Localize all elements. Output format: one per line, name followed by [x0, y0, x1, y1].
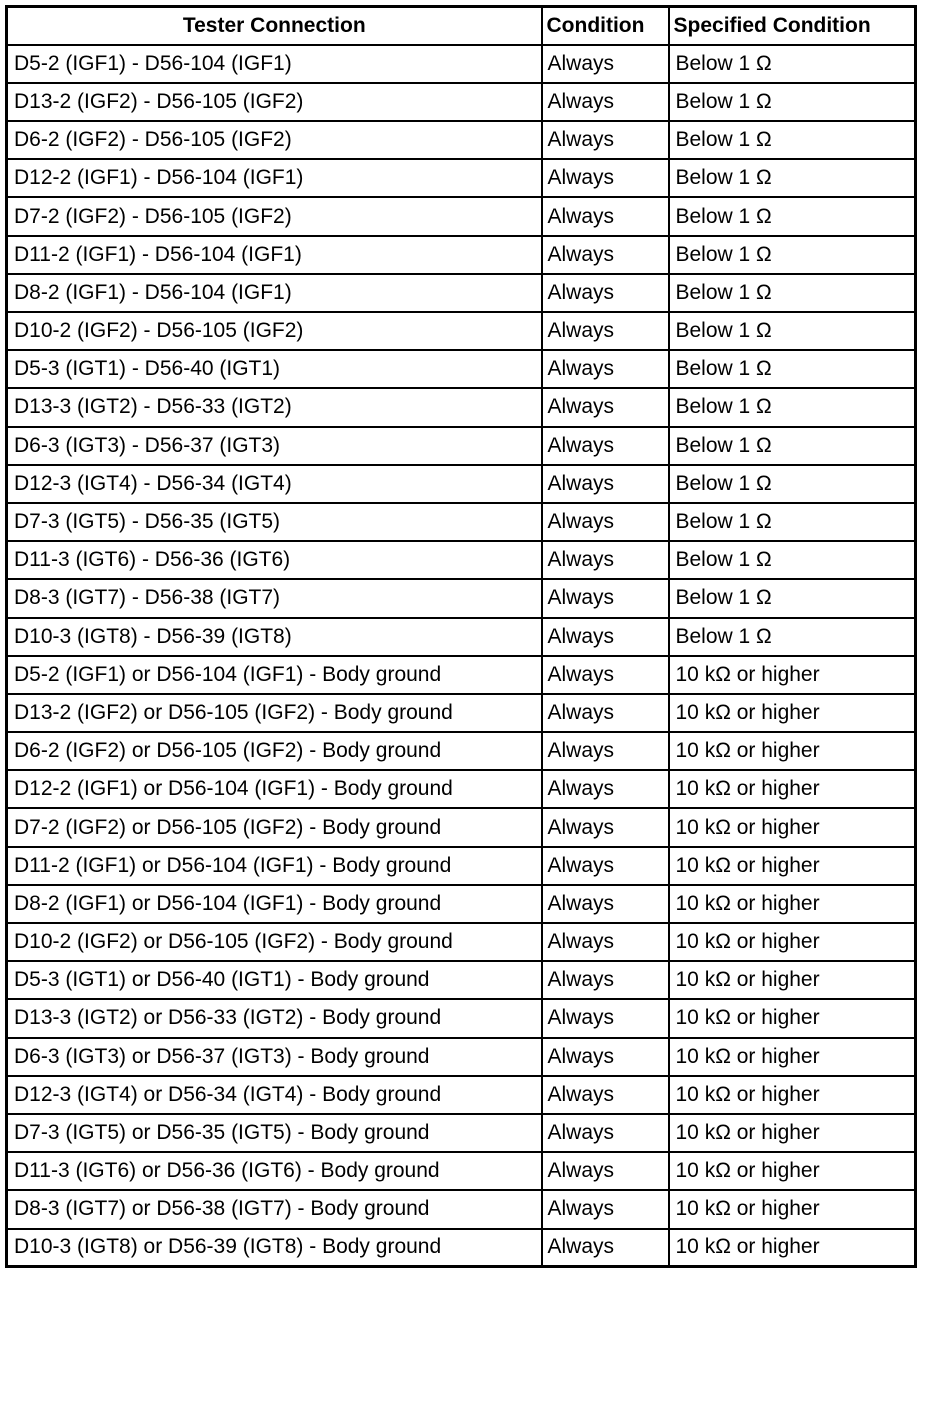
cell-specified-condition: 10 kΩ or higher	[669, 1038, 916, 1076]
cell-tester-connection: D6-3 (IGT3) - D56-37 (IGT3)	[7, 427, 542, 465]
cell-condition: Always	[542, 694, 669, 732]
cell-tester-connection: D10-3 (IGT8) - D56-39 (IGT8)	[7, 618, 542, 656]
table-row	[7, 388, 916, 426]
cell-specified-condition: 10 kΩ or higher	[669, 694, 916, 732]
cell-tester-connection: D12-3 (IGT4) or D56-34 (IGT4) - Body ground	[7, 1076, 542, 1114]
cell-tester-connection: D5-3 (IGT1) - D56-40 (IGT1)	[7, 350, 542, 388]
header-condition: Condition	[542, 7, 669, 45]
cell-tester-connection: D6-3 (IGT3) or D56-37 (IGT3) - Body ground	[7, 1038, 542, 1076]
cell-specified-condition: Below 1 Ω	[669, 541, 916, 579]
cell-tester-connection: D7-2 (IGF2) or D56-105 (IGF2) - Body ground	[7, 808, 542, 846]
cell-specified-condition: 10 kΩ or higher	[669, 1190, 916, 1228]
cell-specified-condition: 10 kΩ or higher	[669, 770, 916, 808]
cell-specified-condition: Below 1 Ω	[669, 312, 916, 350]
cell-condition: Always	[542, 618, 669, 656]
cell-specified-condition: 10 kΩ or higher	[669, 732, 916, 770]
cell-tester-connection: D11-2 (IGF1) - D56-104 (IGF1)	[7, 236, 542, 274]
cell-specified-condition: Below 1 Ω	[669, 388, 916, 426]
cell-condition: Always	[542, 274, 669, 312]
cell-tester-connection: D5-2 (IGF1) - D56-104 (IGF1)	[7, 45, 542, 83]
cell-condition: Always	[542, 236, 669, 274]
table-row	[7, 999, 916, 1037]
cell-condition: Always	[542, 541, 669, 579]
cell-tester-connection: D10-2 (IGF2) or D56-105 (IGF2) - Body ground	[7, 923, 542, 961]
cell-tester-connection: D11-2 (IGF1) or D56-104 (IGF1) - Body ground	[7, 847, 542, 885]
cell-specified-condition: Below 1 Ω	[669, 465, 916, 503]
cell-specified-condition: 10 kΩ or higher	[669, 885, 916, 923]
cell-condition: Always	[542, 770, 669, 808]
table-row	[7, 541, 916, 579]
cell-tester-connection: D6-2 (IGF2) or D56-105 (IGF2) - Body ground	[7, 732, 542, 770]
cell-tester-connection: D5-2 (IGF1) or D56-104 (IGF1) - Body ground	[7, 656, 542, 694]
table-row	[7, 274, 916, 312]
cell-specified-condition: 10 kΩ or higher	[669, 808, 916, 846]
cell-specified-condition: Below 1 Ω	[669, 197, 916, 235]
cell-condition: Always	[542, 961, 669, 999]
cell-tester-connection: D8-2 (IGF1) - D56-104 (IGF1)	[7, 274, 542, 312]
table-row	[7, 808, 916, 846]
table-row	[7, 197, 916, 235]
table-row	[7, 121, 916, 159]
table-row	[7, 770, 916, 808]
cell-specified-condition: 10 kΩ or higher	[669, 1114, 916, 1152]
table-row	[7, 465, 916, 503]
cell-condition: Always	[542, 923, 669, 961]
cell-tester-connection: D8-3 (IGT7) - D56-38 (IGT7)	[7, 579, 542, 617]
cell-condition: Always	[542, 503, 669, 541]
inspection-table	[5, 5, 917, 1268]
table-row	[7, 1114, 916, 1152]
table-row	[7, 885, 916, 923]
cell-tester-connection: D12-3 (IGT4) - D56-34 (IGT4)	[7, 465, 542, 503]
cell-tester-connection: D13-3 (IGT2) - D56-33 (IGT2)	[7, 388, 542, 426]
cell-condition: Always	[542, 1076, 669, 1114]
header-tester-connection: Tester Connection	[7, 7, 542, 45]
inspection-table-container	[5, 5, 917, 1268]
cell-tester-connection: D10-3 (IGT8) or D56-39 (IGT8) - Body ground	[7, 1229, 542, 1267]
table-row	[7, 579, 916, 617]
cell-condition: Always	[542, 579, 669, 617]
cell-condition: Always	[542, 1229, 669, 1267]
cell-tester-connection: D7-3 (IGT5) - D56-35 (IGT5)	[7, 503, 542, 541]
cell-specified-condition: Below 1 Ω	[669, 121, 916, 159]
cell-tester-connection: D13-2 (IGF2) - D56-105 (IGF2)	[7, 83, 542, 121]
table-body	[7, 45, 916, 1267]
cell-condition: Always	[542, 121, 669, 159]
table-row	[7, 427, 916, 465]
cell-specified-condition: Below 1 Ω	[669, 236, 916, 274]
table-row	[7, 45, 916, 83]
cell-condition: Always	[542, 1038, 669, 1076]
cell-tester-connection: D11-3 (IGT6) - D56-36 (IGT6)	[7, 541, 542, 579]
cell-condition: Always	[542, 1190, 669, 1228]
table-row	[7, 923, 916, 961]
cell-tester-connection: D11-3 (IGT6) or D56-36 (IGT6) - Body ground	[7, 1152, 542, 1190]
cell-specified-condition: Below 1 Ω	[669, 159, 916, 197]
cell-condition: Always	[542, 159, 669, 197]
cell-condition: Always	[542, 885, 669, 923]
table-row	[7, 236, 916, 274]
cell-condition: Always	[542, 1114, 669, 1152]
table-row	[7, 618, 916, 656]
cell-specified-condition: Below 1 Ω	[669, 350, 916, 388]
cell-specified-condition: Below 1 Ω	[669, 83, 916, 121]
cell-specified-condition: Below 1 Ω	[669, 503, 916, 541]
cell-tester-connection: D5-3 (IGT1) or D56-40 (IGT1) - Body ground	[7, 961, 542, 999]
cell-specified-condition: Below 1 Ω	[669, 427, 916, 465]
cell-condition: Always	[542, 465, 669, 503]
cell-specified-condition: 10 kΩ or higher	[669, 961, 916, 999]
cell-condition: Always	[542, 847, 669, 885]
cell-condition: Always	[542, 312, 669, 350]
cell-specified-condition: 10 kΩ or higher	[669, 1076, 916, 1114]
cell-condition: Always	[542, 732, 669, 770]
table-row	[7, 847, 916, 885]
cell-condition: Always	[542, 999, 669, 1037]
table-row	[7, 503, 916, 541]
cell-specified-condition: 10 kΩ or higher	[669, 1152, 916, 1190]
cell-specified-condition: 10 kΩ or higher	[669, 999, 916, 1037]
cell-condition: Always	[542, 427, 669, 465]
cell-tester-connection: D6-2 (IGF2) - D56-105 (IGF2)	[7, 121, 542, 159]
cell-condition: Always	[542, 45, 669, 83]
table-row	[7, 312, 916, 350]
cell-tester-connection: D7-2 (IGF2) - D56-105 (IGF2)	[7, 197, 542, 235]
cell-condition: Always	[542, 83, 669, 121]
table-row	[7, 694, 916, 732]
cell-specified-condition: 10 kΩ or higher	[669, 1229, 916, 1267]
cell-specified-condition: Below 1 Ω	[669, 274, 916, 312]
cell-tester-connection: D13-2 (IGF2) or D56-105 (IGF2) - Body ground	[7, 694, 542, 732]
table-row	[7, 732, 916, 770]
table-row	[7, 1038, 916, 1076]
cell-specified-condition: Below 1 Ω	[669, 45, 916, 83]
table-row	[7, 656, 916, 694]
table-row	[7, 350, 916, 388]
cell-specified-condition: Below 1 Ω	[669, 579, 916, 617]
cell-tester-connection: D12-2 (IGF1) - D56-104 (IGF1)	[7, 159, 542, 197]
cell-condition: Always	[542, 350, 669, 388]
cell-specified-condition: 10 kΩ or higher	[669, 847, 916, 885]
cell-condition: Always	[542, 808, 669, 846]
table-row	[7, 1229, 916, 1267]
cell-tester-connection: D8-3 (IGT7) or D56-38 (IGT7) - Body ground	[7, 1190, 542, 1228]
table-row	[7, 1076, 916, 1114]
cell-specified-condition: Below 1 Ω	[669, 618, 916, 656]
table-row	[7, 961, 916, 999]
cell-condition: Always	[542, 388, 669, 426]
table-row	[7, 159, 916, 197]
cell-specified-condition: 10 kΩ or higher	[669, 656, 916, 694]
cell-condition: Always	[542, 656, 669, 694]
cell-specified-condition: 10 kΩ or higher	[669, 923, 916, 961]
cell-tester-connection: D13-3 (IGT2) or D56-33 (IGT2) - Body ground	[7, 999, 542, 1037]
cell-tester-connection: D10-2 (IGF2) - D56-105 (IGF2)	[7, 312, 542, 350]
table-row	[7, 1152, 916, 1190]
header-specified-condition: Specified Condition	[669, 7, 916, 45]
cell-tester-connection: D7-3 (IGT5) or D56-35 (IGT5) - Body ground	[7, 1114, 542, 1152]
table-row	[7, 1190, 916, 1228]
table-row	[7, 83, 916, 121]
table-header-row	[7, 7, 916, 45]
cell-condition: Always	[542, 197, 669, 235]
cell-tester-connection: D8-2 (IGF1) or D56-104 (IGF1) - Body ground	[7, 885, 542, 923]
cell-condition: Always	[542, 1152, 669, 1190]
cell-tester-connection: D12-2 (IGF1) or D56-104 (IGF1) - Body ground	[7, 770, 542, 808]
